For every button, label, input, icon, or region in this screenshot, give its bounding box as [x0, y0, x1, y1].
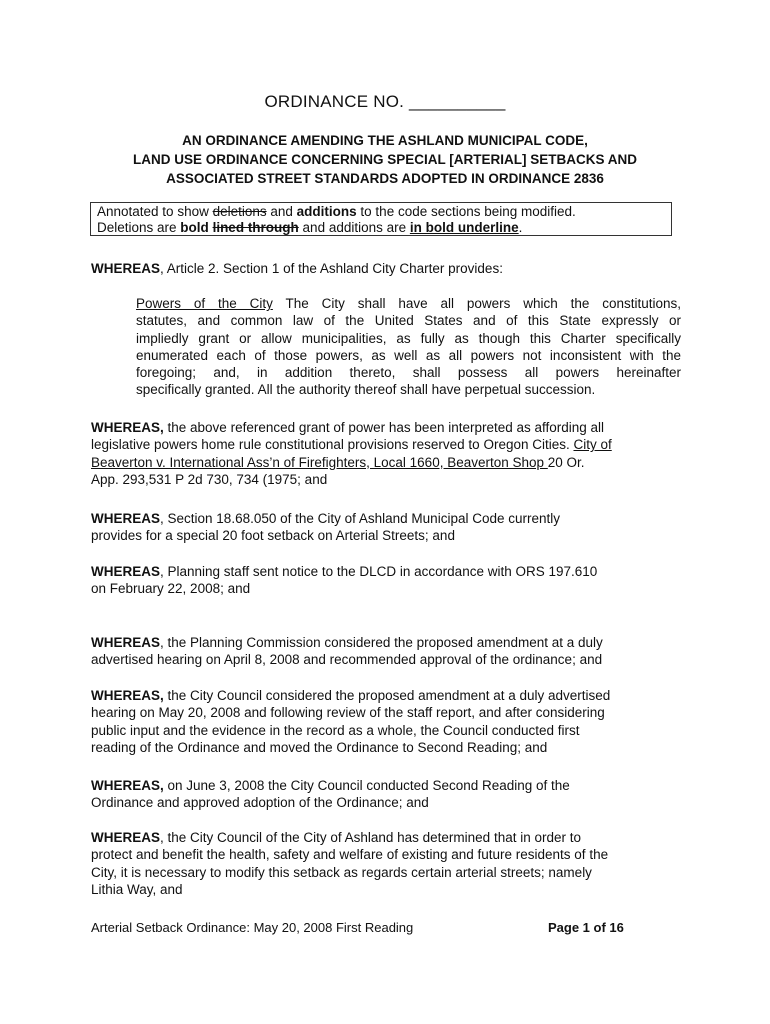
whereas-label: WHEREAS	[91, 261, 161, 276]
footer-page-number: Page 1 of 16	[548, 920, 624, 935]
whereas-paragraph	[91, 563, 681, 598]
paragraph-text: City, it is necessary to modify this setback as regards certain arterial streets; namely	[91, 864, 592, 880]
annotation-text: and additions are	[298, 220, 410, 235]
quote-line: specifically granted. All the authority thereof shall have perpetual succession.	[136, 382, 596, 398]
whereas-paragraph	[91, 687, 681, 756]
paragraph-text: , the City Council of the City of Ashland has determined that in order to	[160, 830, 581, 845]
quote-line: foregoing; and, in addition thereto, shall possess all powers hereinafter	[136, 365, 681, 381]
paragraph-text: , Planning staff sent notice to the DLCD in accordance with ORS 197.610	[160, 564, 598, 579]
paragraph-text: App. 293,531 P 2d 730, 734 (1975; and	[91, 471, 328, 487]
whereas-paragraph	[91, 829, 681, 898]
paragraph-text: , Article 2. Section 1 of the Ashland City Charter provides:	[160, 261, 503, 276]
annotation-text: Deletions are	[97, 220, 181, 235]
annotation-text: to the code sections being modified.	[356, 204, 576, 219]
paragraph-text: , the Planning Commission considered the proposed amendment at a duly	[160, 635, 603, 650]
paragraph-text: legislative powers home rule constitutional provisions reserved to Oregon Cities.	[91, 437, 574, 453]
paragraph-text: hearing on May 20, 2008 and following review of the staff report, and after considering	[91, 705, 605, 721]
case-citation: City of	[573, 437, 612, 453]
whereas-label: WHEREAS	[91, 635, 161, 650]
paragraph-text: on June 3, 2008 the City Council conducted Second Reading of the	[163, 778, 570, 793]
quote-heading: Powers of the City	[136, 296, 273, 311]
whereas-label: WHEREAS	[91, 564, 161, 579]
paragraph-text: provides for a special 20 foot setback on Arterial Streets; and	[91, 528, 455, 544]
paragraph-text: Ordinance and approved adoption of the Ordinance; and	[91, 795, 429, 811]
quote-line: statutes, and common law of the United States and of this State expressly or	[136, 313, 681, 329]
bold-word: bold	[180, 220, 209, 235]
quote-line: impliedly grant or allow municipalities, as fully as though this Charter specifically	[136, 330, 681, 346]
paragraph-text: Lithia Way, and	[91, 881, 183, 897]
annotation-line	[97, 204, 665, 220]
footer-document-title: Arterial Setback Ordinance: May 20, 2008 First Reading	[91, 920, 414, 935]
annotation-text: and	[266, 204, 297, 219]
whereas-paragraph	[91, 777, 681, 812]
paragraph-text: protect and benefit the health, safety and welfare of existing and future residents of the	[91, 847, 609, 863]
quote-line	[136, 295, 681, 312]
whereas-paragraph	[91, 260, 681, 277]
paragraph-text: the above referenced grant of power has been interpreted as affording all	[163, 420, 605, 435]
bold-underline-example: in bold underline	[409, 220, 519, 235]
paragraph-text: the City Council considered the proposed amendment at a duly advertised	[163, 688, 611, 703]
paragraph-text: on February 22, 2008; and	[91, 581, 251, 597]
paragraph-text: reading of the Ordinance and moved the Ordinance to Second Reading; and	[91, 739, 548, 755]
subtitle-line: ASSOCIATED STREET STANDARDS ADOPTED IN ORDINANCE 2836	[166, 171, 604, 186]
ordinance-subtitle	[90, 131, 680, 188]
quote-line: enumerated each of those powers, as well as all powers not inconsistent with the	[136, 347, 681, 363]
whereas-label: WHEREAS	[91, 511, 161, 526]
paragraph-text: public input and the evidence in the record as a whole, the Council conducted first	[91, 722, 580, 738]
annotation-box	[90, 202, 672, 236]
whereas-paragraph	[91, 419, 681, 488]
whereas-label: WHEREAS	[91, 830, 161, 845]
subtitle-line: LAND USE ORDINANCE CONCERNING SPECIAL [ARTERIAL] SETBACKS AND	[132, 152, 637, 167]
quote-text: The City shall have all powers which the constitutions,	[272, 296, 681, 311]
annotation-text: .	[518, 220, 523, 235]
whereas-label: WHEREAS,	[91, 688, 164, 703]
additions-example: additions	[296, 204, 357, 219]
paragraph-text: advertised hearing on April 8, 2008 and recommended approval of the ordinance; and	[91, 652, 603, 668]
subtitle-line: AN ORDINANCE AMENDING THE ASHLAND MUNICIPAL CODE,	[182, 133, 588, 148]
deletions-example: deletions	[212, 204, 267, 219]
charter-quote	[136, 295, 681, 399]
paragraph-text: 20 Or.	[547, 454, 585, 470]
whereas-paragraph	[91, 634, 681, 669]
annotation-text: Annotated to show	[97, 204, 213, 219]
whereas-label: WHEREAS,	[91, 778, 164, 793]
paragraph-text: , Section 18.68.050 of the City of Ashland Municipal Code currently	[160, 511, 560, 526]
whereas-paragraph	[91, 510, 681, 545]
case-citation: Beaverton v. International Ass’n of Firefighters, Local 1660, Beaverton Shop	[91, 454, 548, 470]
whereas-label: WHEREAS,	[91, 420, 164, 435]
ordinance-title: ORDINANCE NO. __________	[264, 92, 506, 111]
annotation-line	[97, 220, 665, 236]
lined-through-example: lined through	[212, 220, 299, 235]
